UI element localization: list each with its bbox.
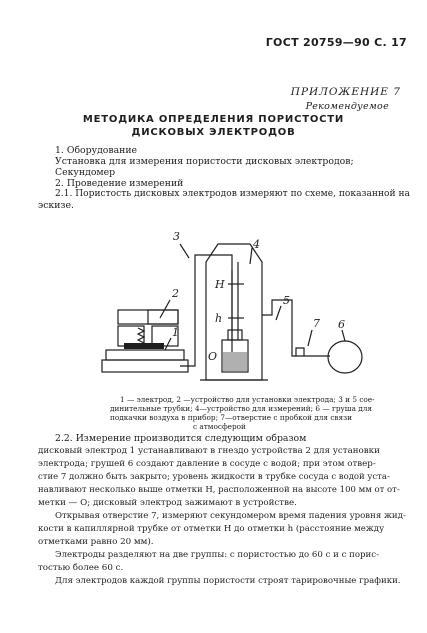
section-1-item-1: Установка для измерения пористости дисковых электродов; bbox=[55, 156, 354, 167]
paragraph-2-2-line2: дисковый электрод 1 устанавливают в гнездо устройства 2 для установки bbox=[38, 446, 380, 456]
paragraph-2-2-line1: 2.2. Измерение производится следующим образом bbox=[55, 433, 307, 444]
section-1-heading: 1. Оборудование bbox=[55, 145, 138, 156]
section-1-item-2: Секундомер bbox=[55, 167, 116, 178]
paragraph-2-1-line1: 2.1. Пористость дисковых электродов измеряют по схеме, показанной на bbox=[55, 189, 410, 199]
label-4: 4 bbox=[253, 238, 260, 251]
paragraph-2-1-line2: эскизе. bbox=[38, 200, 74, 211]
page-header: ГОСТ 20759—90 С. 17 bbox=[265, 36, 407, 49]
electrode-holder-base bbox=[102, 360, 188, 372]
figure-caption-line2: динительные трубки; 4—устройство для измерений; 6 — груша для bbox=[110, 404, 372, 413]
document-title-line1: МЕТОДИКА ОПРЕДЕЛЕНИЯ ПОРИСТОСТИ bbox=[82, 114, 345, 125]
label-6: 6 bbox=[338, 318, 345, 331]
paragraph-2-2-line4: стие 7 должно быть закрыто; уровень жидкости в трубке сосуда с водой уста- bbox=[38, 472, 390, 482]
water-level bbox=[223, 352, 247, 371]
electrode-disc bbox=[124, 343, 164, 349]
label-H: H bbox=[215, 278, 225, 291]
label-3: 3 bbox=[173, 230, 180, 243]
electrode-holder-platform bbox=[106, 350, 184, 360]
label-7: 7 bbox=[313, 317, 320, 330]
label-5: 5 bbox=[283, 294, 290, 307]
label-O: O bbox=[208, 350, 218, 363]
paragraph-2-2-line12: Для электродов каждой группы пористости строят тарировочные графики. bbox=[55, 576, 401, 586]
paragraph-2-2-line8: кости в капиллярной трубке от отметки H до отметки h (расстояние между bbox=[38, 524, 385, 534]
label-h: h bbox=[215, 312, 223, 325]
appendix-title: ПРИЛОЖЕНИЕ 7 bbox=[290, 86, 401, 98]
valve-7 bbox=[296, 348, 304, 356]
paragraph-2-2-line9: отметками равно 20 мм). bbox=[38, 537, 154, 547]
paragraph-2-2-line5: навливают несколько выше отметки H, расположенной на высоте 100 мм от от- bbox=[38, 485, 400, 495]
figure-caption-line4: с атмосферой bbox=[193, 422, 246, 431]
figure-caption-line3: подкачки воздуха в прибор; 7—отверстие с пробкой для связи bbox=[110, 413, 352, 422]
paragraph-2-2-line10: Электроды разделяют на две группы: с пористостью до 60 с и с порис- bbox=[55, 550, 379, 560]
appendix-subtitle: Рекомендуемое bbox=[305, 101, 389, 112]
document-title-line2: ДИСКОВЫХ ЭЛЕКТРОДОВ bbox=[131, 127, 296, 138]
label-2: 2 bbox=[172, 287, 179, 300]
pump-bulb bbox=[328, 341, 362, 373]
paragraph-2-2-line7: Открывая отверстие 7, измеряют секундомером время падения уровня жид- bbox=[55, 511, 406, 521]
paragraph-2-2-line11: тостью более 60 с. bbox=[38, 563, 124, 573]
figure-caption-line1: 1 — электрод, 2 —устройство для установки электрода; 3 и 5 сое- bbox=[120, 395, 375, 404]
paragraph-2-2-line6: метки — O; дисковый электрод зажимают в устройстве. bbox=[38, 498, 297, 508]
label-1: 1 bbox=[172, 326, 179, 339]
paragraph-2-2-line3: электрода; грушей 6 создают давление в сосуде с водой; при этом отвер- bbox=[38, 459, 376, 469]
electrode-holder-spring bbox=[138, 328, 144, 343]
section-2-heading: 2. Проведение измерений bbox=[55, 178, 184, 189]
